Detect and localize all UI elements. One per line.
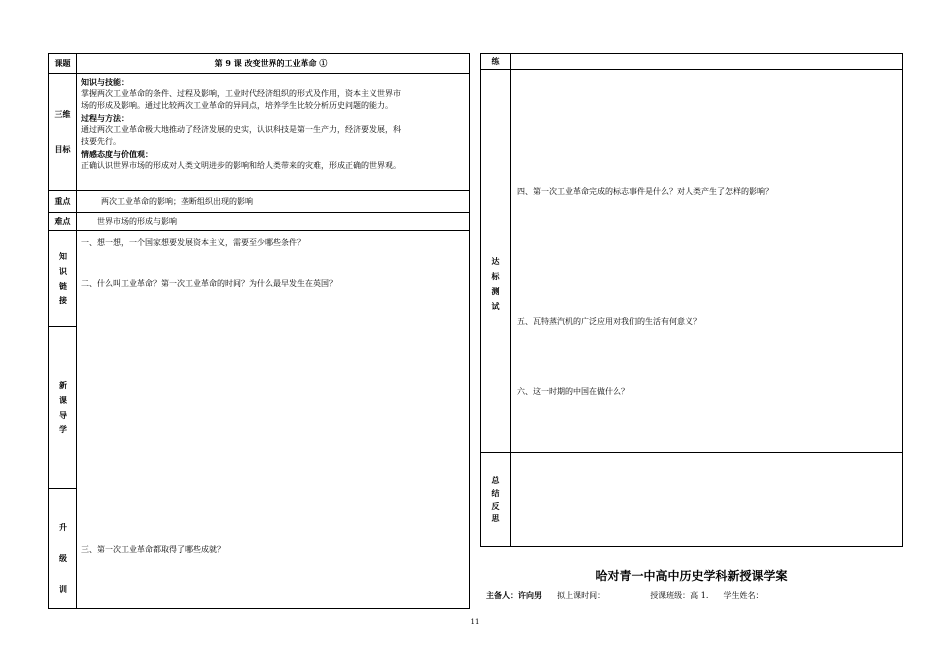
course-label: 课题 bbox=[49, 54, 77, 73]
key-point-text: 两次工业革命的影响；垄断组织出现的影响 bbox=[101, 197, 253, 206]
difficulty-label: 难点 bbox=[49, 213, 77, 230]
lesson-time: 拟上课时间： bbox=[557, 591, 606, 600]
difficulty-text: 世界市场的形成与影响 bbox=[97, 217, 177, 226]
objectives-content: 知识与技能： 掌握两次工业革命的条件、过程及影响，工业时代经济组织的形式及作用，资本主义世界市 场的形成及影响。通过比较两次工业革命的异同点，培养学生比较分析历史问题的能力。 过程与方法： 通过两次工业革命极大地推动了经济发展的史实，认识科技是第一生产力，经济要发展，科 技要先行。 情感态度与价值观： 正确认识世界市场的形成对人类文明进步的影响和给人类带来的灾难，形成正确的世界观。 bbox=[81, 77, 401, 170]
question-6: 六、这一时期的中国在做什么？ bbox=[517, 387, 629, 396]
practice-row bbox=[481, 54, 902, 70]
objectives-label: 三维 目标 bbox=[49, 74, 77, 190]
test-row bbox=[481, 70, 902, 453]
main-area bbox=[49, 231, 469, 608]
summary-row bbox=[481, 453, 902, 546]
practice-label: 练 bbox=[481, 54, 511, 69]
course-title: 第 9 课 改变世界的工业革命 ① bbox=[214, 58, 328, 68]
left-lesson-table bbox=[48, 53, 470, 609]
preparer: 主备人：许向男 bbox=[486, 590, 542, 600]
objectives-row bbox=[49, 74, 469, 191]
lesson-footer bbox=[486, 590, 763, 601]
page-number: 11 bbox=[470, 618, 480, 626]
question-3: 三、第一次工业革命都取得了哪些成就？ bbox=[81, 545, 225, 554]
difficulty-row bbox=[49, 213, 469, 231]
right-test-table bbox=[480, 53, 903, 547]
course-row bbox=[49, 54, 469, 74]
question-1: 一、想一想，一个国家想要发展资本主义，需要至少哪些条件？ bbox=[81, 238, 305, 247]
key-point-row bbox=[49, 191, 469, 213]
student-name-field: 学生姓名： bbox=[723, 591, 764, 600]
test-label: 达 标 测 试 bbox=[481, 70, 511, 452]
summary-label: 总 结 反 思 bbox=[481, 453, 511, 546]
new-lesson-label: 新 课 导 学 bbox=[49, 327, 77, 489]
question-5: 五、瓦特蒸汽机的广泛应用对我们的生活有何意义？ bbox=[517, 317, 701, 326]
upgrade-label: 升 级 训 bbox=[59, 522, 67, 594]
question-4: 四、第一次工业革命完成的标志事件是什么？对人类产生了怎样的影响？ bbox=[517, 187, 773, 196]
key-point-label: 重点 bbox=[49, 191, 77, 212]
school-title: 哈对青一中高中历史学科新授课学案 bbox=[595, 569, 788, 583]
class-field: 授课班级：高 1. bbox=[650, 591, 709, 600]
question-2: 二、什么叫工业革命？第一次工业革命的时间？为什么最早发生在英国？ bbox=[81, 279, 337, 288]
knowledge-link-label: 知 识 链 接 bbox=[49, 231, 77, 327]
